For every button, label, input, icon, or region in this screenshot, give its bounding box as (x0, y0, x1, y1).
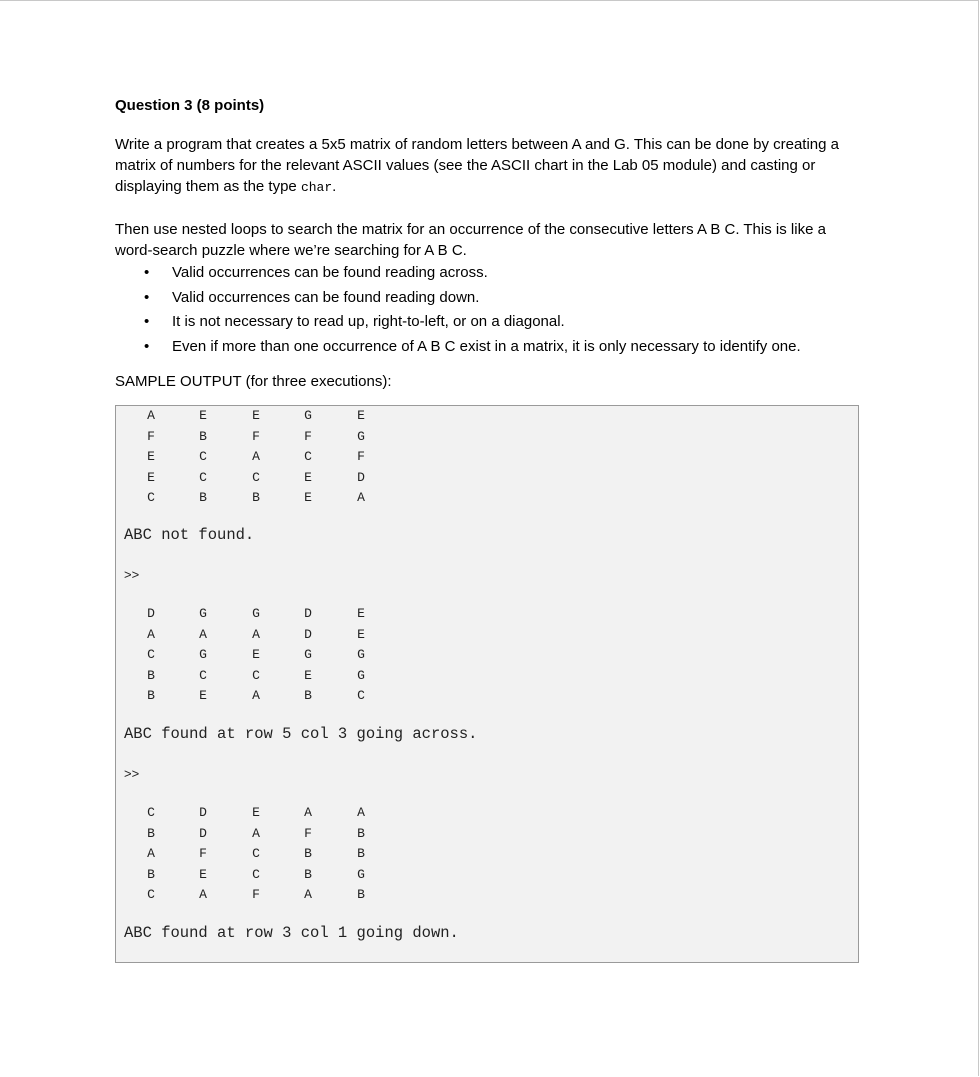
matrix-row (116, 447, 858, 468)
matrix-cell: A (199, 626, 207, 642)
matrix-cell: D (199, 805, 207, 820)
matrix-cell: B (147, 667, 155, 683)
matrix-cell: B (199, 490, 207, 505)
matrix-cell: A (252, 688, 260, 703)
result-text: ABC found at row 3 col 1 going down. (124, 924, 459, 942)
result-text: ABC found at row 5 col 3 going across. (124, 725, 478, 743)
bullet-icon: • (144, 337, 150, 355)
bullet-icon: • (144, 288, 150, 306)
output-run-3 (116, 803, 858, 906)
matrix-row (116, 406, 858, 427)
matrix-cell: B (357, 887, 365, 902)
matrix-cell: B (147, 866, 155, 882)
matrix-cell: C (357, 688, 365, 703)
matrix-cell: C (252, 667, 260, 683)
matrix-cell: F (252, 428, 260, 444)
matrix-cell: G (199, 647, 207, 662)
matrix-cell: F (304, 428, 312, 444)
matrix-cell: G (357, 667, 365, 683)
matrix-cell: B (357, 846, 365, 861)
matrix-row (116, 427, 858, 448)
matrix-cell: A (147, 626, 155, 642)
command-prompt: >> (124, 766, 140, 781)
matrix-cell: A (252, 449, 260, 464)
matrix-cell: E (357, 606, 365, 621)
matrix-cell: E (357, 408, 365, 423)
matrix-cell: F (147, 428, 155, 444)
matrix-cell: E (252, 805, 260, 820)
matrix-cell: B (304, 866, 312, 882)
matrix-cell: G (357, 428, 365, 444)
matrix-cell: F (304, 825, 312, 841)
matrix-cell: C (199, 667, 207, 683)
matrix-cell: C (147, 490, 155, 505)
matrix-row (116, 686, 858, 707)
matrix-row (116, 468, 858, 489)
question-paragraph-1 (115, 134, 865, 198)
matrix-cell: C (199, 449, 207, 464)
matrix-cell: E (252, 408, 260, 423)
matrix-cell: G (252, 606, 260, 621)
matrix-cell: G (357, 866, 365, 882)
matrix-row (116, 803, 858, 824)
matrix-cell: E (304, 469, 312, 485)
bullet-icon: • (144, 264, 150, 281)
sample-output-label: SAMPLE OUTPUT (for three executions): (115, 373, 392, 390)
matrix-cell: A (199, 887, 207, 902)
paragraph-1-text: Write a program that creates a 5x5 matrix of random letters between A and G. This can be done by creating a matrix of numbers for the relevant ASCII values (see the ASCII chart in the Lab 05 module) and casting or displaying them as the type (115, 136, 839, 195)
matrix-row (116, 666, 858, 687)
question-content (115, 96, 865, 392)
matrix-cell: E (147, 469, 155, 485)
matrix-cell: D (147, 606, 155, 621)
output-run-1 (116, 406, 858, 509)
matrix-cell: C (252, 846, 260, 861)
matrix-cell: D (304, 626, 312, 642)
matrix-cell: B (304, 688, 312, 703)
output-run-2 (116, 604, 858, 707)
matrix-cell: D (199, 825, 207, 841)
matrix-cell: B (252, 490, 260, 505)
matrix-cell: E (199, 688, 207, 703)
matrix-cell: G (357, 647, 365, 662)
matrix-cell: C (147, 647, 155, 662)
matrix-cell: G (304, 408, 312, 423)
matrix-cell: F (357, 449, 365, 464)
sample-output-box (115, 405, 859, 963)
matrix-cell: A (357, 805, 365, 820)
matrix-row (116, 625, 858, 646)
matrix-cell: F (199, 846, 207, 861)
matrix-row (116, 865, 858, 886)
matrix-cell: E (199, 866, 207, 882)
matrix-cell: C (199, 469, 207, 485)
matrix-cell: E (199, 408, 207, 423)
list-item (115, 261, 865, 286)
question-title: Question 3 (8 points) (115, 97, 265, 114)
list-item-text: Even if more than one occurrence of A B C exist in a matrix, it is only necessary to identify one. (172, 337, 801, 355)
matrix-cell: E (357, 626, 365, 642)
matrix-cell: F (252, 887, 260, 902)
matrix-cell: E (252, 647, 260, 662)
matrix-cell: A (304, 887, 312, 902)
matrix-cell: A (147, 846, 155, 861)
matrix-cell: G (304, 647, 312, 662)
list-item-text: Valid occurrences can be found reading down. (172, 288, 480, 306)
result-text: ABC not found. (124, 526, 255, 544)
matrix-cell: E (304, 667, 312, 683)
matrix-row (116, 488, 858, 509)
matrix-cell: A (252, 825, 260, 841)
matrix-cell: E (304, 490, 312, 505)
question-paragraph-2: Then use nested loops to search the matrix for an occurrence of the consecutive letters A B C. This is like a word-search puzzle where we’re searching for A B C. (115, 221, 826, 259)
matrix-row (116, 645, 858, 666)
matrix-cell: D (304, 606, 312, 621)
matrix-cell: C (252, 469, 260, 485)
list-item (115, 310, 865, 335)
bullet-icon: • (144, 313, 150, 330)
matrix-cell: A (147, 408, 155, 423)
char-code-term: char (300, 180, 333, 195)
matrix-cell: A (252, 626, 260, 642)
matrix-row (116, 885, 858, 906)
list-item (115, 286, 865, 311)
paragraph-1-end: . (332, 178, 337, 195)
matrix-cell: C (304, 449, 312, 464)
list-item (115, 335, 865, 360)
list-item-text: It is not necessary to read up, right-to-left, or on a diagonal. (172, 313, 565, 330)
matrix-cell: B (199, 428, 207, 444)
matrix-cell: E (147, 449, 155, 464)
matrix-cell: A (304, 805, 312, 820)
matrix-row (116, 844, 858, 865)
list-item-text: Valid occurrences can be found reading across. (172, 264, 488, 281)
matrix-cell: C (147, 887, 155, 902)
requirements-list (115, 261, 865, 359)
matrix-row (116, 604, 858, 625)
matrix-cell: C (252, 866, 260, 882)
matrix-cell: B (304, 846, 312, 861)
matrix-cell: D (357, 469, 365, 485)
matrix-cell: B (147, 688, 155, 703)
matrix-cell: A (357, 490, 365, 505)
command-prompt: >> (124, 567, 140, 582)
matrix-cell: B (357, 825, 365, 841)
matrix-cell: C (147, 805, 155, 820)
matrix-row (116, 824, 858, 845)
matrix-cell: B (147, 825, 155, 841)
matrix-cell: G (199, 606, 207, 621)
